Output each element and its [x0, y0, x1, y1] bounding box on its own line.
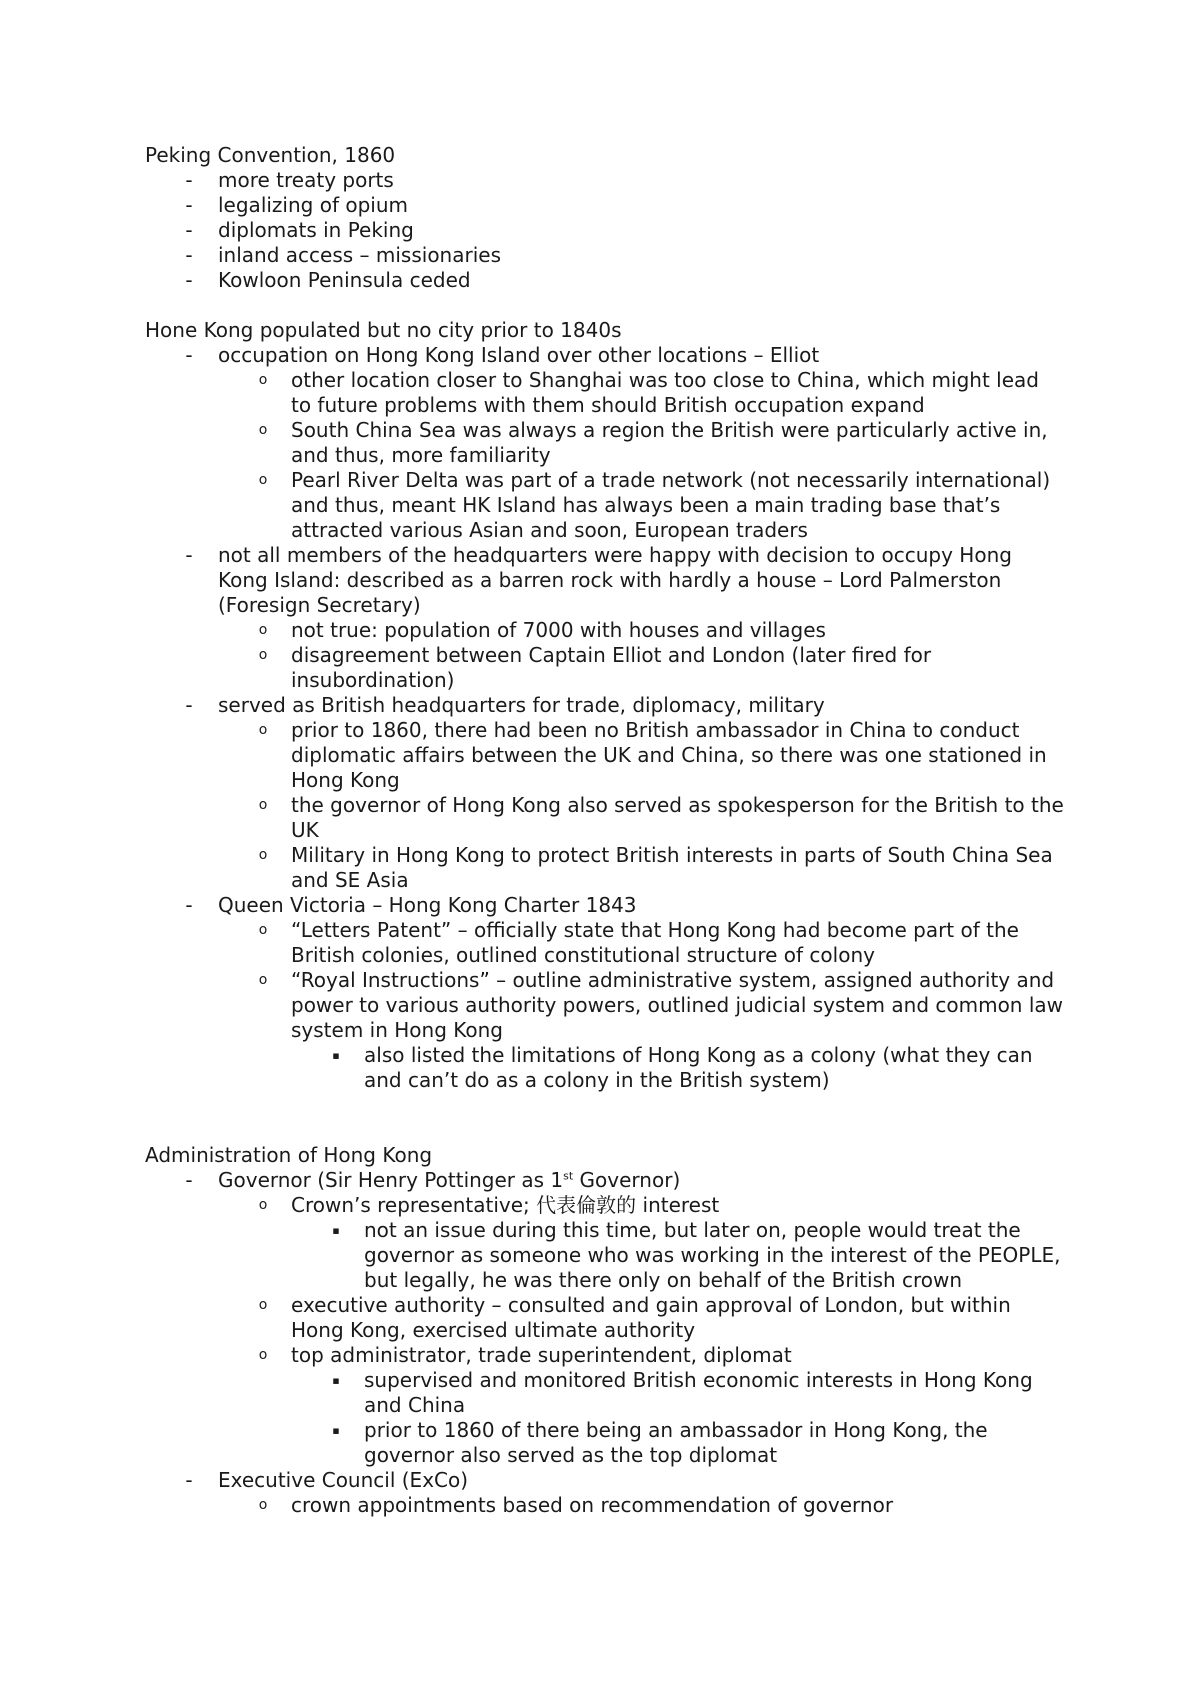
sub-list-item	[145, 618, 1065, 643]
circle-bullet: o	[258, 1297, 268, 1313]
dash-bullet: -	[185, 1468, 193, 1492]
sub-list-item-text: top administrator, trade superintendent, diplomat	[291, 1343, 792, 1367]
sub-list-item-text: crown appointments based on recommendation of governor	[291, 1493, 894, 1517]
sub-list-item	[145, 643, 1065, 693]
sub-list-item	[145, 1293, 1065, 1343]
square-bullet: ▪	[332, 1424, 340, 1437]
sub-list-item-text: Crown’s representative; 代表倫敦的 interest	[291, 1193, 720, 1217]
dash-bullet: -	[185, 268, 193, 292]
dash-bullet: -	[185, 1168, 193, 1192]
sub-list-item	[145, 418, 1065, 468]
peking-convention-list	[145, 168, 1065, 293]
sub-list-item	[145, 718, 1065, 793]
sub-list-item	[145, 793, 1065, 843]
spacer	[145, 1093, 1065, 1143]
dash-bullet: -	[185, 218, 193, 242]
sub-list-item	[145, 368, 1065, 418]
list-item	[145, 218, 1065, 243]
sub-sub-list-item-text: prior to 1860 of there being an ambassador in Hong Kong, the governor also served as the top diplomat	[364, 1418, 988, 1467]
list-item	[145, 543, 1065, 618]
circle-bullet: o	[258, 922, 268, 938]
list-item	[145, 168, 1065, 193]
list-item	[145, 1168, 1065, 1193]
circle-bullet: o	[258, 472, 268, 488]
sub-sub-list-item	[145, 1418, 1065, 1468]
section-heading-administration: Administration of Hong Kong	[145, 1143, 433, 1167]
dash-bullet: -	[185, 543, 193, 567]
dash-bullet: -	[185, 893, 193, 917]
dash-bullet: -	[185, 243, 193, 267]
sub-list-item-text: disagreement between Captain Elliot and London (later fired for insubordination)	[291, 643, 932, 692]
list-item	[145, 1468, 1065, 1493]
circle-bullet: o	[258, 722, 268, 738]
circle-bullet: o	[258, 1197, 268, 1213]
sub-list-item-text: “Royal Instructions” – outline administrative system, assigned authority and power to various authority powers, outlined judicial system and common law system in Hong Kong	[291, 968, 1064, 1042]
circle-bullet: o	[258, 622, 268, 638]
list-item-text: not all members of the headquarters were happy with decision to occupy Hong Kong Island: described as a barren rock with hardly a house – Lord Palmerston (Foresign Secretary)	[218, 543, 1012, 617]
sub-list-item-text: Military in Hong Kong to protect British interests in parts of South China Sea and SE Asia	[291, 843, 1053, 892]
spacer	[145, 293, 1065, 318]
hong-kong-occupation-list	[145, 343, 1065, 1093]
circle-bullet: o	[258, 372, 268, 388]
sub-list-item-text: “Letters Patent” – officially state that Hong Kong had become part of the British colonies, outlined constitutional structure of colony	[291, 918, 1019, 967]
sub-sub-list-item	[145, 1043, 1065, 1093]
list-item-text: Kowloon Peninsula ceded	[218, 268, 471, 292]
list-item-text: more treaty ports	[218, 168, 394, 192]
list-item	[145, 893, 1065, 918]
sub-list-item	[145, 1193, 1065, 1218]
list-item-text: Governor (Sir Henry Pottinger as 1	[218, 1168, 564, 1192]
sub-list-item	[145, 1493, 1065, 1518]
sub-sub-list-item	[145, 1368, 1065, 1418]
section-heading-hong-kong-populated: Hone Kong populated but no city prior to 1840s	[145, 318, 622, 342]
list-item-text: served as British headquarters for trade, diplomacy, military	[218, 693, 825, 717]
list-item-text: Queen Victoria – Hong Kong Charter 1843	[218, 893, 637, 917]
list-item	[145, 343, 1065, 368]
circle-bullet: o	[258, 972, 268, 988]
list-item	[145, 268, 1065, 293]
list-item-text: legalizing of opium	[218, 193, 408, 217]
sub-sub-list-item-text: supervised and monitored British economic interests in Hong Kong and China	[364, 1368, 1033, 1417]
list-item	[145, 243, 1065, 268]
dash-bullet: -	[185, 343, 193, 367]
sub-list-item-text: Pearl River Delta was part of a trade network (not necessarily international) and thus, meant HK Island has always been a main trading base that’s attracted various Asian and soon, European traders	[291, 468, 1051, 542]
sub-list-item-text: prior to 1860, there had been no British ambassador in China to conduct diplomatic affairs between the UK and China, so there was one stationed in Hong Kong	[291, 718, 1047, 792]
sub-list-item-text: other location closer to Shanghai was too close to China, which might lead to future problems with them should British occupation expand	[291, 368, 1039, 417]
dash-bullet: -	[185, 168, 193, 192]
sub-list-item	[145, 1343, 1065, 1368]
list-item-text: inland access – missionaries	[218, 243, 501, 267]
list-item-text: diplomats in Peking	[218, 218, 414, 242]
sub-sub-list-item-text: not an issue during this time, but later on, people would treat the governor as someone who was working in the interest of the PEOPLE, but legally, he was there only on behalf of the British crown	[364, 1218, 1061, 1292]
document-page	[145, 143, 1065, 1518]
list-item-text: occupation on Hong Kong Island over other locations – Elliot	[218, 343, 820, 367]
circle-bullet: o	[258, 847, 268, 863]
square-bullet: ▪	[332, 1049, 340, 1062]
sub-list-item	[145, 468, 1065, 543]
list-item-text: Executive Council (ExCo)	[218, 1468, 469, 1492]
sub-list-item	[145, 843, 1065, 893]
circle-bullet: o	[258, 1497, 268, 1513]
sub-list-item	[145, 968, 1065, 1043]
dash-bullet: -	[185, 193, 193, 217]
section-heading-peking-convention: Peking Convention, 1860	[145, 143, 396, 167]
circle-bullet: o	[258, 647, 268, 663]
circle-bullet: o	[258, 797, 268, 813]
sub-list-item	[145, 918, 1065, 968]
sub-list-item-text: South China Sea was always a region the British were particularly active in, and thus, more familiarity	[291, 418, 1048, 467]
square-bullet: ▪	[332, 1224, 340, 1237]
sub-list-item-text: executive authority – consulted and gain approval of London, but within Hong Kong, exercised ultimate authority	[291, 1293, 1011, 1342]
square-bullet: ▪	[332, 1374, 340, 1387]
list-item	[145, 693, 1065, 718]
sub-list-item-text: the governor of Hong Kong also served as spokesperson for the British to the UK	[291, 793, 1064, 842]
sub-sub-list-item	[145, 1218, 1065, 1293]
ordinal-superscript: st	[563, 1169, 574, 1183]
sub-sub-list-item-text: also listed the limitations of Hong Kong as a colony (what they can and can’t do as a colony in the British system)	[364, 1043, 1033, 1092]
dash-bullet: -	[185, 693, 193, 717]
circle-bullet: o	[258, 1347, 268, 1363]
administration-list	[145, 1168, 1065, 1518]
circle-bullet: o	[258, 422, 268, 438]
list-item	[145, 193, 1065, 218]
sub-list-item-text: not true: population of 7000 with houses and villages	[291, 618, 826, 642]
list-item-text: Governor)	[573, 1168, 681, 1192]
